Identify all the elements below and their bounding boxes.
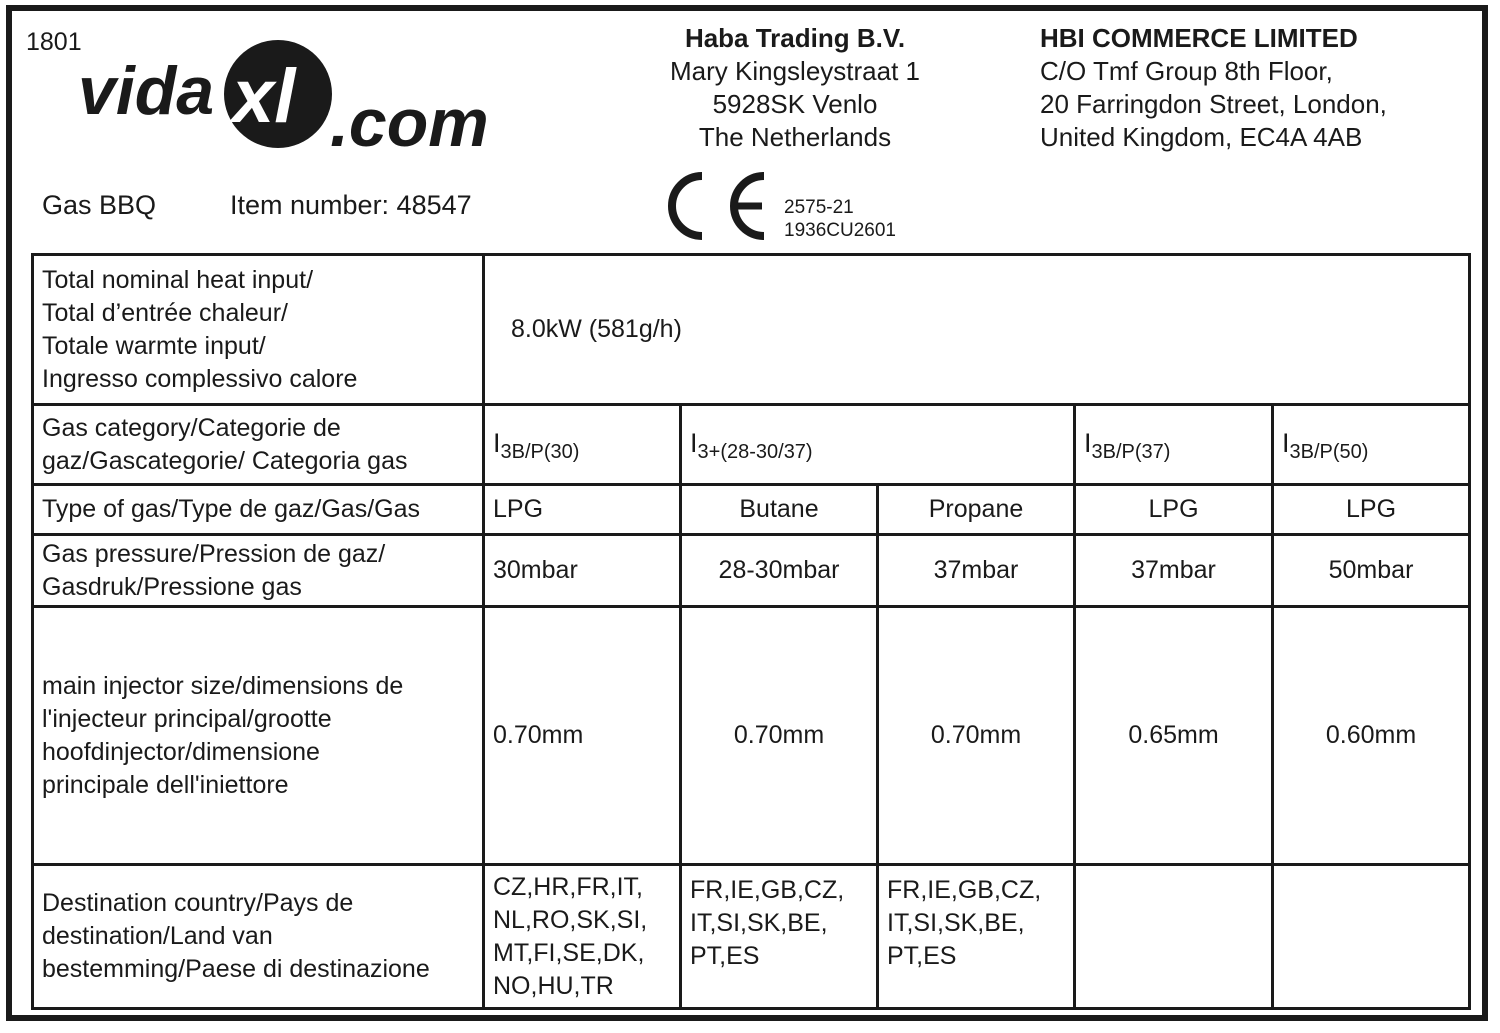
heat-input-label-line: Total d’entrée chaleur/ — [42, 298, 288, 327]
destination-line: MT,FI,SE,DK, — [493, 938, 645, 967]
importer-nl-street: Mary Kingsleystraat 1 — [670, 56, 920, 86]
heat-input-label-line: Total nominal heat input/ — [42, 265, 314, 294]
destination-line: NO,HU,TR — [493, 971, 614, 1000]
ce-mark-icon — [668, 170, 770, 242]
gas-pressure-value: 37mbar — [878, 535, 1075, 607]
table-row-gas-category — [33, 405, 1470, 485]
gas-category-cell — [1273, 405, 1470, 485]
gas-type-value: LPG — [484, 485, 681, 535]
heat-input-label-line: Ingresso complessivo calore — [42, 364, 358, 393]
destination-countries — [681, 865, 878, 1009]
gas-pressure-label-line: Gas pressure/Pression de gaz/ — [42, 539, 386, 568]
gas-category-subscript: 3B/P(30) — [500, 440, 580, 463]
heat-input-label-line: Totale warmte input/ — [42, 331, 266, 360]
gas-type-value: LPG — [1075, 485, 1273, 535]
gas-category-symbol: I — [1084, 427, 1092, 458]
gas-category-subscript: 3B/P(50) — [1289, 440, 1369, 463]
gas-pressure-label — [33, 535, 484, 607]
gas-pressure-value: 37mbar — [1075, 535, 1273, 607]
gas-category-subscript: 3B/P(37) — [1091, 440, 1171, 463]
svg-text:vida: vida — [78, 53, 215, 129]
table-row-gas-pressure — [33, 535, 1470, 607]
table-row-heat-input — [33, 255, 1470, 405]
destination-line: FR,IE,GB,CZ, — [690, 876, 845, 904]
ce-certificate-numbers — [784, 196, 896, 242]
gas-pressure-value: 28-30mbar — [681, 535, 878, 607]
destination-empty-cell — [1075, 865, 1273, 1009]
table-row-injector-size — [33, 607, 1470, 865]
importer-nl-address — [640, 22, 950, 154]
importer-nl-name: Haba Trading B.V. — [684, 23, 906, 53]
table-row-gas-type — [33, 485, 1470, 535]
importer-nl-city: 5928SK Venlo — [712, 89, 878, 119]
table-row-destination — [33, 865, 1470, 1009]
injector-size-value: 0.65mm — [1075, 607, 1273, 865]
gas-type-label: Type of gas/Type de gaz/Gas/Gas — [33, 485, 484, 535]
gas-category-symbol: I — [493, 427, 501, 458]
importer-nl-country: The Netherlands — [698, 122, 892, 152]
injector-size-value: 0.60mm — [1273, 607, 1470, 865]
importer-uk-line1: C/O Tmf Group 8th Floor, — [1040, 56, 1333, 86]
destination-countries — [484, 865, 681, 1009]
destination-label-line: bestemming/Paese di destinazione — [42, 955, 430, 983]
destination-line: IT,SI,SK,BE, — [887, 909, 1025, 937]
destination-line: NL,RO,SK,SI, — [493, 905, 648, 934]
heat-input-label — [33, 255, 484, 405]
gas-category-symbol: I — [1282, 427, 1290, 458]
destination-line: PT,ES — [690, 942, 760, 970]
injector-size-label-line: hoofdinjector/dimensione — [42, 737, 320, 766]
gas-pressure-label-line: Gasdruk/Pressione gas — [42, 572, 302, 601]
destination-label-line: destination/Land van — [42, 922, 273, 950]
heat-input-value: 8.0kW (581g/h) — [484, 255, 1470, 405]
destination-line: PT,ES — [887, 942, 957, 970]
gas-pressure-value: 30mbar — [484, 535, 681, 607]
injector-size-value: 0.70mm — [681, 607, 878, 865]
ce-certificate-1: 2575-21 — [784, 197, 854, 218]
gas-category-subscript: 3+(28-30/37) — [697, 440, 813, 463]
destination-line: FR,IE,GB,CZ, — [887, 876, 1042, 904]
destination-label — [33, 865, 484, 1009]
gas-category-label — [33, 405, 484, 485]
gas-category-label-line: Gas category/Categorie de — [42, 413, 341, 442]
importer-uk-name: HBI COMMERCE LIMITED — [1040, 23, 1358, 53]
specification-table — [31, 253, 1471, 1010]
injector-size-label-line: main injector size/dimensions de — [42, 671, 404, 700]
gas-type-value: Butane — [681, 485, 878, 535]
injector-size-label-line: principale dell'iniettore — [42, 770, 289, 799]
gas-pressure-value: 50mbar — [1273, 535, 1470, 607]
importer-uk-line2: 20 Farringdon Street, London, — [1040, 89, 1387, 119]
injector-size-label-line: l'injecteur principal/grootte — [42, 704, 332, 733]
destination-empty-cell — [1273, 865, 1470, 1009]
label-code: 1801 — [26, 28, 82, 56]
injector-size-value: 0.70mm — [484, 607, 681, 865]
gas-category-cell — [681, 405, 1075, 485]
importer-uk-line3: United Kingdom, EC4A 4AB — [1040, 122, 1363, 152]
destination-line: IT,SI,SK,BE, — [690, 909, 828, 937]
gas-type-value: Propane — [878, 485, 1075, 535]
gas-category-label-line: gaz/Gascategorie/ Categoria gas — [42, 446, 408, 475]
importer-uk-address — [1040, 22, 1387, 154]
svg-text:.com: .com — [330, 85, 489, 161]
svg-text:xl: xl — [232, 54, 296, 139]
product-type: Gas BBQ — [42, 190, 157, 220]
gas-category-cell — [484, 405, 681, 485]
destination-countries — [878, 865, 1075, 1009]
destination-label-line: Destination country/Pays de — [42, 889, 354, 917]
injector-size-label — [33, 607, 484, 865]
destination-line: CZ,HR,FR,IT, — [493, 872, 643, 901]
ce-certificate-2: 1936CU2601 — [784, 220, 896, 241]
gas-type-value: LPG — [1273, 485, 1470, 535]
vidaxl-logo — [72, 38, 502, 168]
injector-size-value: 0.70mm — [878, 607, 1075, 865]
gas-category-cell — [1075, 405, 1273, 485]
gas-category-symbol: I — [690, 427, 698, 458]
item-number: Item number: 48547 — [230, 190, 472, 220]
